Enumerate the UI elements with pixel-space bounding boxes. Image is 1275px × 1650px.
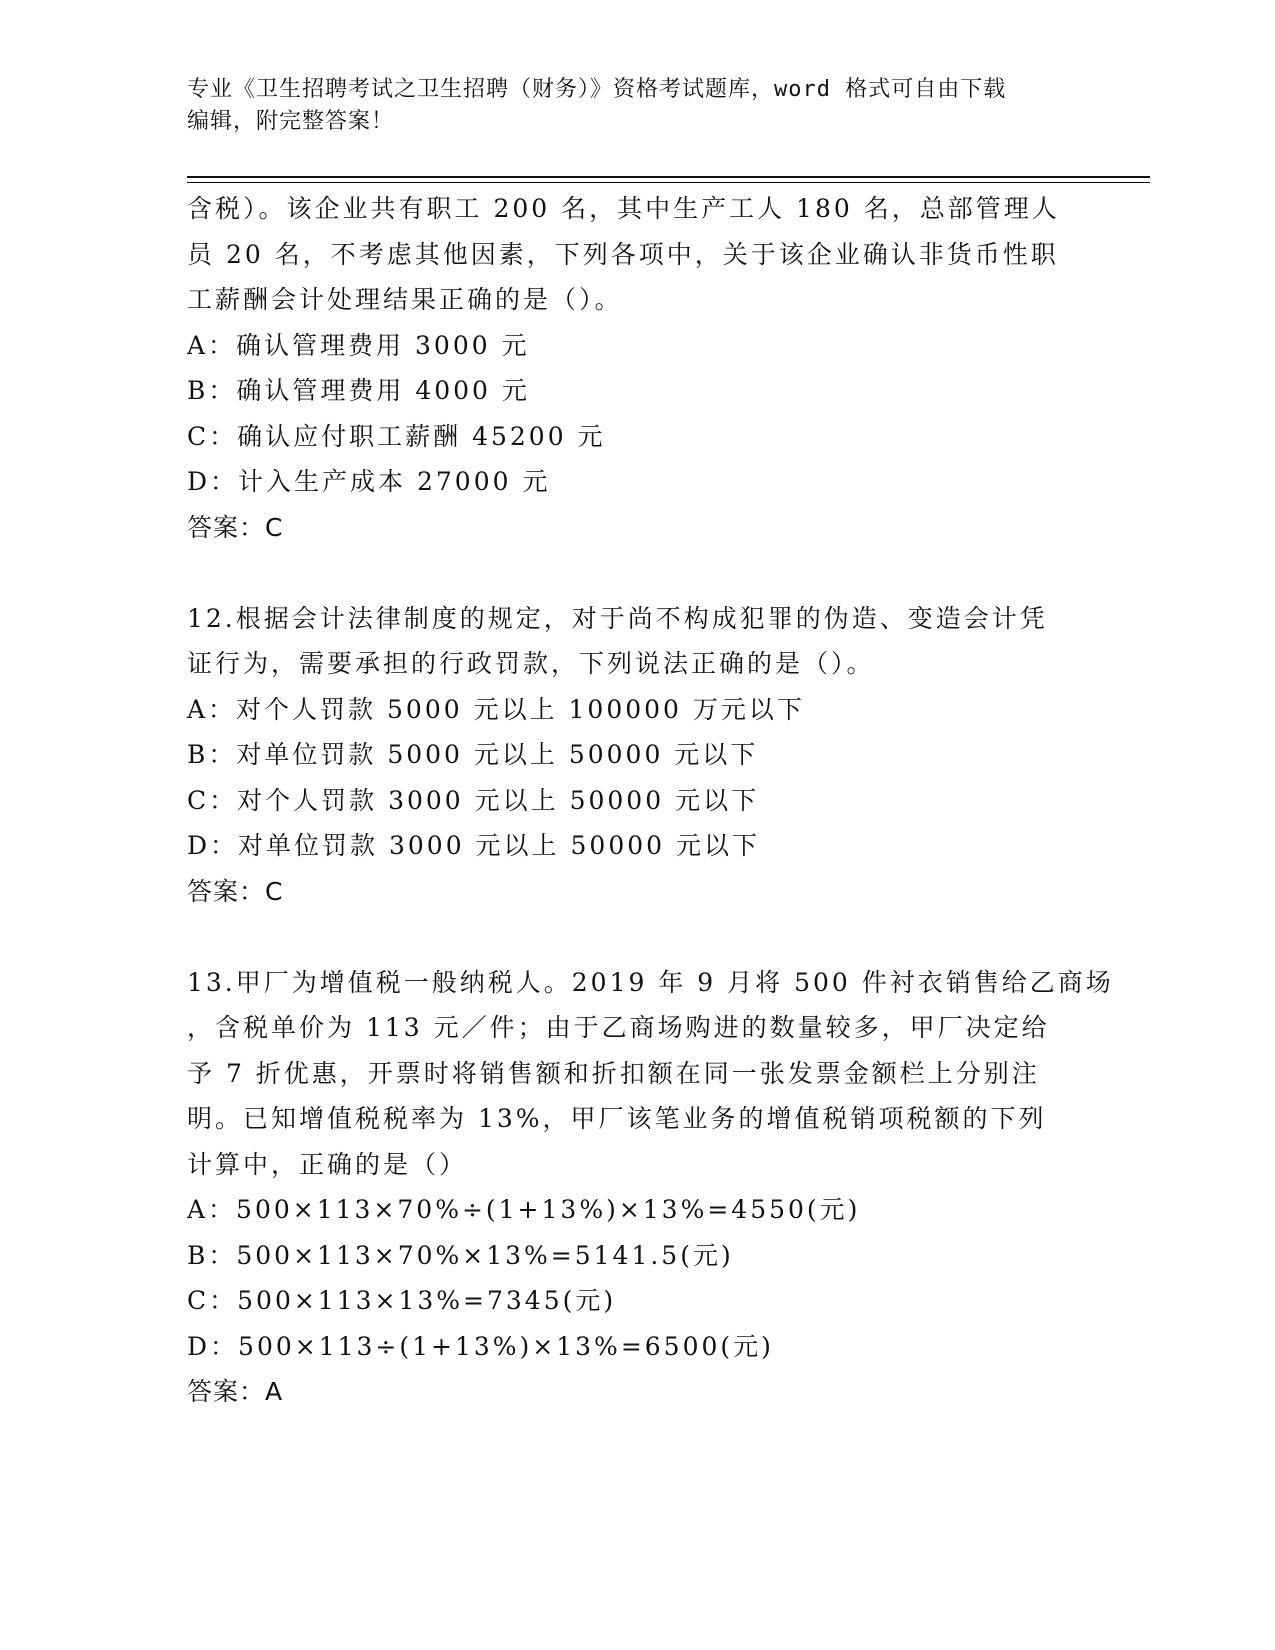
question-stem-line: 含税）。该企业共有职工 200 名，其中生产工人 180 名，总部管理人 — [187, 194, 1060, 223]
option-c: C：对个人罚款 3000 元以上 50000 元以下 — [187, 785, 760, 815]
header-divider-thick — [187, 176, 1150, 178]
option-b: B：确认管理费用 4000 元 — [187, 376, 530, 405]
header-line: 编辑，附完整答案！ — [187, 109, 395, 134]
question-stem-line: 工薪酬会计处理结果正确的是（）。 — [187, 285, 623, 314]
option-d: D：对单位罚款 3000 元以上 50000 元以下 — [187, 831, 760, 860]
option-c: C：确认应付职工薪酬 45200 元 — [187, 421, 606, 451]
option-b: B：500×113×70%×13%=5141.5(元) — [187, 1240, 734, 1270]
document-header — [187, 74, 1067, 138]
question-stem-line: 12.根据会计法律制度的规定，对于尚不构成犯罪的伪造、变造会计凭 — [187, 603, 1048, 633]
header-line: 专业《卫生招聘考试之卫生招聘（财务）》资格考试题库，word 格式可自由下载 — [187, 77, 1007, 102]
document-body — [187, 186, 1114, 1415]
option-c: C：500×113×13%=7345(元) — [187, 1286, 617, 1315]
question-stem-line: 予 7 折优惠，开票时将销售额和折扣额在同一张发票金额栏上分别注 — [187, 1058, 1040, 1088]
question-stem-line: ，含税单价为 113 元／件；由于乙商场购进的数量较多，甲厂决定给 — [187, 1013, 1050, 1042]
question-12 — [187, 596, 1087, 915]
question-13 — [187, 960, 1114, 1415]
question-stem-line: 计算中，正确的是（） — [187, 1149, 468, 1179]
question-stem-line: 13.甲厂为增值税一般纳税人。2019 年 9 月将 500 件衬衣销售给乙商场 — [187, 967, 1114, 997]
answer-line: 答案：A — [187, 1377, 284, 1406]
option-a: A：500×113×70%÷(1+13%)×13%=4550(元) — [187, 1195, 861, 1224]
option-d: D：500×113÷(1+13%)×13%=6500(元) — [187, 1331, 774, 1361]
option-b: B：对单位罚款 5000 元以上 50000 元以下 — [187, 740, 759, 769]
answer-line: 答案：C — [187, 876, 284, 906]
option-a: A：确认管理费用 3000 元 — [187, 330, 530, 360]
option-d: D：计入生产成本 27000 元 — [187, 467, 551, 496]
question-spacer — [187, 550, 1087, 596]
header-divider-thin — [187, 182, 1150, 183]
option-a: A：对个人罚款 5000 元以上 100000 万元以下 — [187, 694, 805, 724]
question-11-continued — [187, 186, 1087, 550]
question-stem-line: 明。已知增值税税率为 13%，甲厂该笔业务的增值税销项税额的下列 — [187, 1104, 1047, 1133]
answer-line: 答案：C — [187, 512, 284, 542]
question-stem-line: 证行为，需要承担的行政罚款，下列说法正确的是（）。 — [187, 649, 875, 678]
question-stem-line: 员 20 名，不考虑其他因素，下列各项中，关于该企业确认非货币性职 — [187, 239, 1059, 269]
question-spacer — [187, 914, 1087, 960]
